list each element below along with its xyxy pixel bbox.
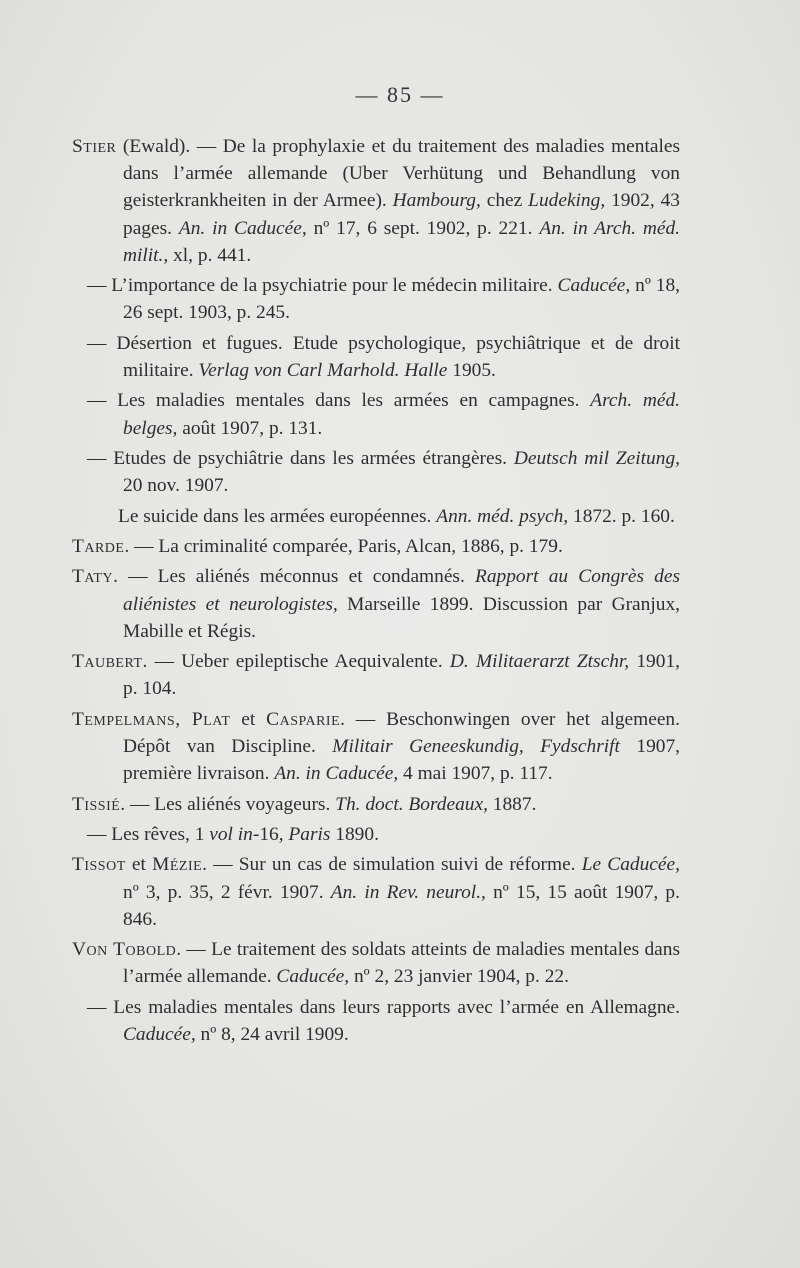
page-number: — 85 —	[355, 82, 445, 107]
entry-citation-italic: vol in	[209, 823, 253, 845]
entry-text: . — Beschonwingen over het algemeen. Dépôt van Discipline.	[123, 708, 680, 757]
bibliography-entry	[72, 330, 680, 384]
entry-citation-italic: Le Caducée,	[581, 854, 680, 876]
entry-text: 4 mai 1907, p. 117.	[398, 763, 553, 785]
entry-author: Tarde	[72, 535, 125, 557]
bibliography-entry	[72, 133, 680, 269]
entry-text: et	[125, 854, 153, 876]
entry-text: . — Sur un cas de simulation suivi de réforme.	[202, 854, 582, 876]
bibliography-entry	[72, 387, 680, 441]
entry-text: 1901, p. 104.	[123, 651, 680, 700]
entry-citation-italic: Rapport au Congrès des aliénistes et neurologistes,	[123, 566, 681, 615]
entry-text: Marseille 1899. Discussion par Granjux, Mabille et Régis.	[123, 593, 680, 642]
entry-citation-italic: Deutsch mil Zeitung,	[513, 447, 680, 469]
bibliography-entry	[72, 272, 680, 326]
bibliography-entry	[72, 533, 680, 560]
entry-text: — Etudes de psychiâtrie dans les armées étrangères.	[87, 447, 514, 469]
bibliography-entry	[72, 821, 680, 848]
entry-citation-italic: Ann. méd. psych,	[436, 505, 569, 527]
entry-text: 1887.	[487, 793, 537, 815]
entry-text: xl, p. 441.	[168, 244, 252, 266]
entry-text: août 1907, p. 131.	[177, 417, 323, 439]
entry-text: Mézie	[152, 854, 203, 876]
entry-author: Von Tobold	[72, 939, 177, 961]
entry-text: 1907, première livraison.	[123, 735, 680, 785]
entry-text: 1872. p. 160.	[568, 505, 675, 527]
entry-text: et	[230, 708, 267, 730]
entry-citation-italic: An. in Arch. méd. milit.,	[123, 217, 680, 266]
entry-text: . — La criminalité comparée, Paris, Alcan, 1886, p. 179.	[124, 535, 563, 557]
entry-citation-italic: An. in Caducée,	[178, 217, 307, 239]
entry-text: nº 18, 26 sept. 1903, p. 245.	[123, 275, 680, 324]
entry-author: Tissié	[72, 793, 121, 815]
bibliography-entry	[72, 648, 680, 702]
entry-text: . — Le traitement des soldats atteints de maladies mentales dans l’armée allemande.	[123, 939, 680, 988]
entry-text: — Désertion et fugues. Etude psychologique, psychiâtrique et de droit militaire.	[87, 332, 680, 381]
bibliography-entry	[72, 445, 680, 499]
entry-text: -16,	[252, 823, 289, 845]
bibliography-entry	[72, 503, 680, 530]
entry-author: Taty	[72, 566, 114, 588]
entry-citation-italic: Caducée,	[557, 275, 631, 297]
entry-text: nº 2, 23 janvier 1904, p. 22.	[349, 966, 569, 988]
entry-text: nº 3, p. 35, 2 févr. 1907.	[123, 881, 331, 903]
bibliography-entry	[72, 706, 680, 788]
entry-text: — Les rêves, 1	[87, 823, 210, 845]
entry-text: nº 8, 24 avril 1909.	[195, 1023, 349, 1045]
entry-author: Stier	[72, 136, 117, 157]
entry-text: . — Les aliénés voyageurs.	[120, 793, 336, 815]
entry-citation-italic: Caducée,	[123, 1023, 196, 1045]
entry-text: . — Les aliénés méconnus et condamnés.	[113, 566, 475, 588]
entry-citation-italic: Verlag von Carl Marhold. Halle	[198, 360, 448, 381]
entry-citation-italic: Caducée,	[276, 966, 350, 988]
entry-citation-italic: D. Militaerarzt Ztschr,	[449, 651, 630, 673]
entry-citation-italic: Th. doct. Bordeaux,	[335, 793, 488, 815]
entry-text: 20 nov. 1907.	[123, 475, 229, 497]
entry-author: Tempelmans, Plat	[72, 708, 231, 730]
entry-citation-italic: An. in Rev. neurol.,	[330, 881, 486, 903]
entry-author: Tissot	[72, 854, 126, 876]
bibliography-entry	[72, 563, 680, 645]
bibliography-entry	[72, 851, 680, 933]
entry-text: 1890.	[330, 823, 379, 845]
bibliography-entry	[72, 791, 680, 818]
entry-text: nº 17, 6 sept. 1902, p. 221.	[306, 217, 540, 239]
bibliography-list	[72, 133, 680, 1051]
entry-citation-italic: Arch. méd. belges,	[123, 390, 680, 439]
entry-text: nº 15, 15 août 1907, p. 846.	[123, 881, 680, 930]
entry-text: Casparie	[266, 708, 341, 730]
entry-text: — Les maladies mentales dans les armées en campagnes.	[87, 390, 591, 412]
entry-text: 1905.	[447, 360, 496, 381]
entry-citation-italic: Hambourg,	[392, 190, 481, 212]
bibliography-entry	[72, 936, 680, 990]
entry-text: Le suicide dans les armées européennes.	[118, 505, 437, 527]
entry-citation-italic: Ludeking,	[528, 190, 606, 212]
entry-text: — Les maladies mentales dans leurs rapports avec l’armée en Allemagne.	[87, 996, 680, 1018]
entry-citation-italic: Militair Geneeskundig, Fydschrift	[332, 735, 620, 757]
entry-citation-italic: An. in Caducée,	[274, 763, 399, 785]
entry-text: . — Ueber epileptische Aequivalente.	[142, 651, 450, 673]
entry-text: — L’importance de la psychiatrie pour le médecin militaire.	[87, 275, 558, 297]
entry-citation-italic: Paris	[288, 823, 331, 845]
entry-author: Taubert	[72, 651, 143, 673]
entry-text: chez	[480, 190, 529, 212]
entry-text: (Ewald). — De la prophylaxie et du traitement des maladies mentales dans l’armée allemande (Uber Verhütung und Behandlung von geisterkrankheiten in der Armee).	[116, 136, 680, 212]
entry-text: 1902, 43 pages.	[123, 190, 680, 239]
bibliography-entry	[72, 994, 680, 1048]
